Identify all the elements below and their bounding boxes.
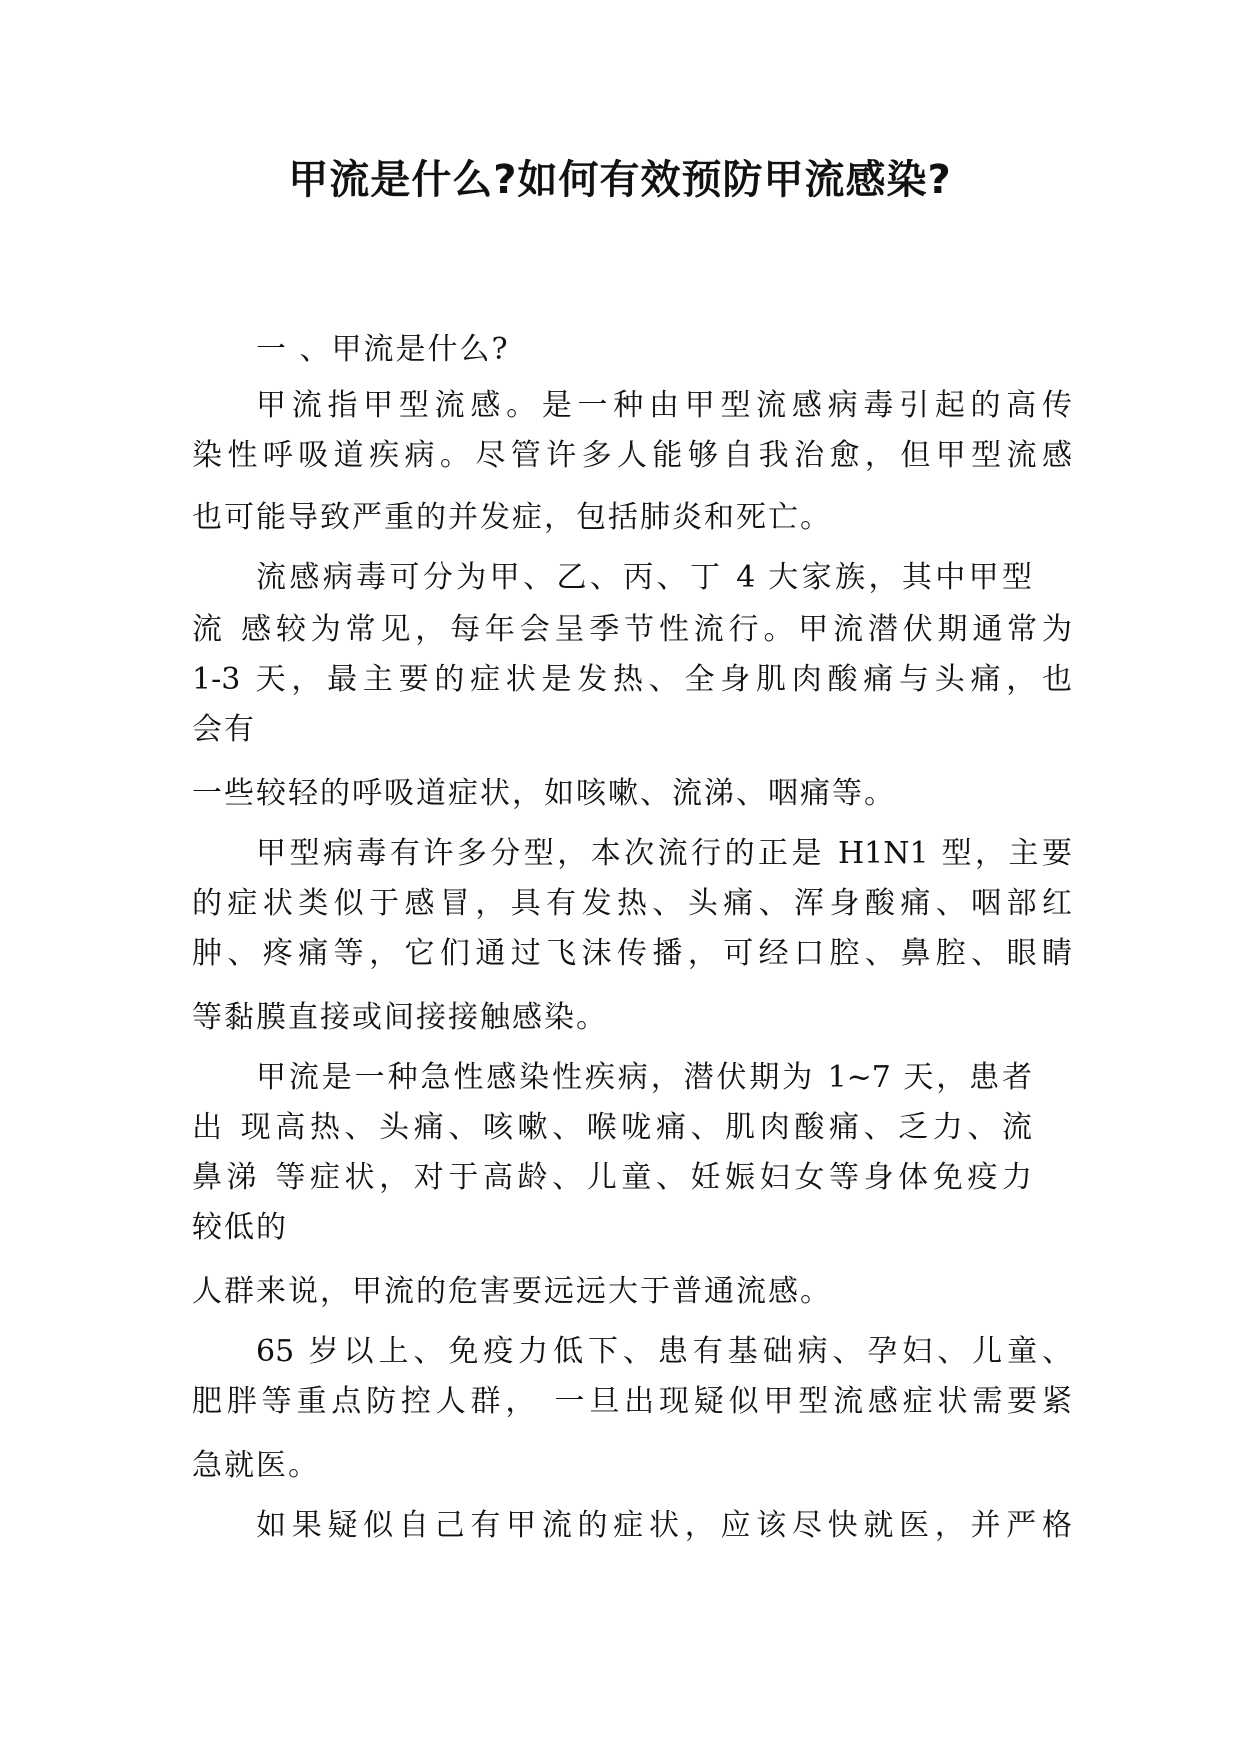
paragraph-line: 急就医。 (192, 1448, 320, 1483)
paragraph-line: 出 现高热、头痛、咳嗽、喉咙痛、肌肉酸痛、乏力、流 (192, 1110, 1032, 1145)
paragraph-line: 的症状类似于感冒，具有发热、头痛、浑身酸痛、咽部红 (192, 886, 1072, 921)
paragraph-line: 甲流指甲型流感。是一种由甲型流感病毒引起的高传 (256, 388, 1072, 423)
paragraph-line: 甲流是一种急性感染性疾病，潜伏期为 1~7 天，患者 (256, 1060, 1032, 1095)
paragraph-line: 甲型病毒有许多分型，本次流行的正是 H1N1 型，主要 (256, 836, 1072, 871)
paragraph-line: 肥胖等重点防控人群， 一旦出现疑似甲型流感症状需要紧 (192, 1384, 1072, 1419)
section-heading: 一 、甲流是什么? (256, 332, 510, 367)
paragraph-line: 流 感较为常见，每年会呈季节性流行。甲流潜伏期通常为 (192, 612, 1072, 647)
paragraph-line: 65 岁以上、免疫力低下、患有基础病、孕妇、儿童、 (256, 1334, 1072, 1369)
paragraph-line: 鼻涕 等症状，对于高龄、儿童、妊娠妇女等身体免疫力 (192, 1160, 1032, 1195)
paragraph-line: 一些较轻的呼吸道症状，如咳嗽、流涕、咽痛等。 (192, 776, 896, 811)
paragraph-line: 流感病毒可分为甲、乙、丙、丁 4 大家族，其中甲型 (256, 560, 1032, 595)
page-title: 甲流是什么?如何有效预防甲流感染? (288, 157, 952, 203)
paragraph-line: 肿、疼痛等，它们通过飞沫传播，可经口腔、鼻腔、眼睛 (192, 936, 1072, 971)
paragraph-line: 也可能导致严重的并发症，包括肺炎和死亡。 (192, 500, 832, 535)
paragraph-line: 会有 (192, 712, 256, 747)
paragraph-line: 人群来说，甲流的危害要远远大于普通流感。 (192, 1274, 832, 1309)
paragraph-line: 等黏膜直接或间接接触感染。 (192, 1000, 608, 1035)
paragraph-line: 1-3 天，最主要的症状是发热、全身肌肉酸痛与头痛，也 (192, 662, 1072, 697)
paragraph-line: 较低的 (192, 1210, 288, 1245)
paragraph-line: 如果疑似自己有甲流的症状，应该尽快就医，并严格 (256, 1508, 1072, 1543)
paragraph-line: 染性呼吸道疾病。尽管许多人能够自我治愈，但甲型流感 (192, 438, 1072, 473)
